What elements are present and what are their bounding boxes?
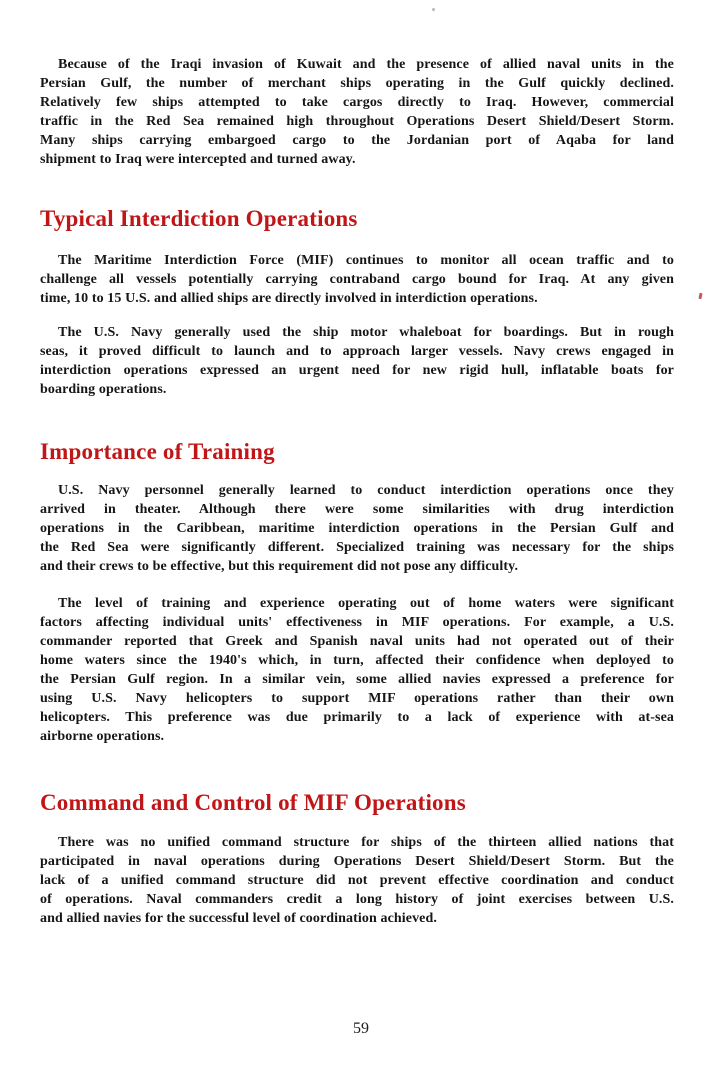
text-line: challenge all vessels potentially carrying contraband cargo bound for Iraq. At any given [40,272,674,287]
scan-speck-artifact [431,7,435,11]
text-line: Persian Gulf, the number of merchant ships operating in the Gulf quickly declined. [40,76,674,91]
section-heading-importance-of-training: Importance of Training [40,439,275,464]
paragraph-home-waters-experience [40,594,674,746]
text-line: operations in the Caribbean, maritime interdiction operations in the Persian Gulf and [40,521,674,536]
text-line: factors affecting individual units' effectiveness in MIF operations. For example, a U.S. [40,615,674,630]
text-line: of operations. Naval commanders credit a long history of joint exercises between U.S. [40,892,674,907]
text-line: shipment to Iraq were intercepted and turned away. [40,152,356,167]
text-line: time, 10 to 15 U.S. and allied ships are directly involved in interdiction operations. [40,291,538,306]
paragraph-whaleboat-boardings [40,323,674,399]
text-line: Relatively few ships attempted to take cargos directly to Iraq. However, commercial [40,95,674,110]
paragraph-mif-monitoring [40,251,674,308]
paragraph-training-in-theater [40,481,674,576]
text-line: Many ships carrying embargoed cargo to the Jordanian port of Aqaba for land [40,133,674,148]
text-line: home waters since the 1940's which, in turn, affected their confidence when deployed to [40,653,674,668]
text-line: and allied navies for the successful level of coordination achieved. [40,911,437,926]
text-line: Because of the Iraqi invasion of Kuwait and the presence of allied naval units in the [58,57,674,72]
text-line: interdiction operations expressed an urgent need for new rigid hull, inflatable boats for [40,363,674,378]
section-heading-command-and-control: Command and Control of MIF Operations [40,790,466,815]
text-line: helicopters. This preference was due primarily to a lack of experience with at-sea [40,710,674,725]
text-line: The Maritime Interdiction Force (MIF) continues to monitor all ocean traffic and to [58,253,674,268]
text-line: seas, it proved difficult to launch and to approach larger vessels. Navy crews engaged in [40,344,674,359]
text-line: the Persian Gulf region. In a similar vein, some allied navies expressed a preference for [40,672,674,687]
page-number: 59 [353,1020,369,1037]
text-line: There was no unified command structure for ships of the thirteen allied nations that [58,835,674,850]
text-line: traffic in the Red Sea remained high throughout Operations Desert Shield/Desert Storm. [40,114,674,129]
text-line: The U.S. Navy generally used the ship motor whaleboat for boardings. But in rough [58,325,674,340]
section-heading-typical-interdiction-operations: Typical Interdiction Operations [40,206,358,231]
text-line: The level of training and experience operating out of home waters were significant [58,596,674,611]
text-line: and their crews to be effective, but this requirement did not pose any difficulty. [40,559,519,574]
scan-red-tick-artifact [698,293,702,299]
paragraph-intro-merchant-shipping [40,55,674,169]
text-line: boarding operations. [40,382,167,397]
text-line: the Red Sea were significantly different. Specialized training was necessary for the ships [40,540,674,555]
text-line: lack of a unified command structure did not prevent effective coordination and conduct [40,873,674,888]
text-line: U.S. Navy personnel generally learned to conduct interdiction operations once they [58,483,674,498]
text-line: airborne operations. [40,729,165,744]
text-line: arrived in theater. Although there were some similarities with drug interdiction [40,502,674,517]
text-line: commander reported that Greek and Spanish naval units had not operated out of their [40,634,674,649]
text-line: using U.S. Navy helicopters to support MIF operations rather than their own [40,691,674,706]
text-line: participated in naval operations during Operations Desert Shield/Desert Storm. But the [40,854,674,869]
paragraph-no-unified-command [40,833,674,928]
